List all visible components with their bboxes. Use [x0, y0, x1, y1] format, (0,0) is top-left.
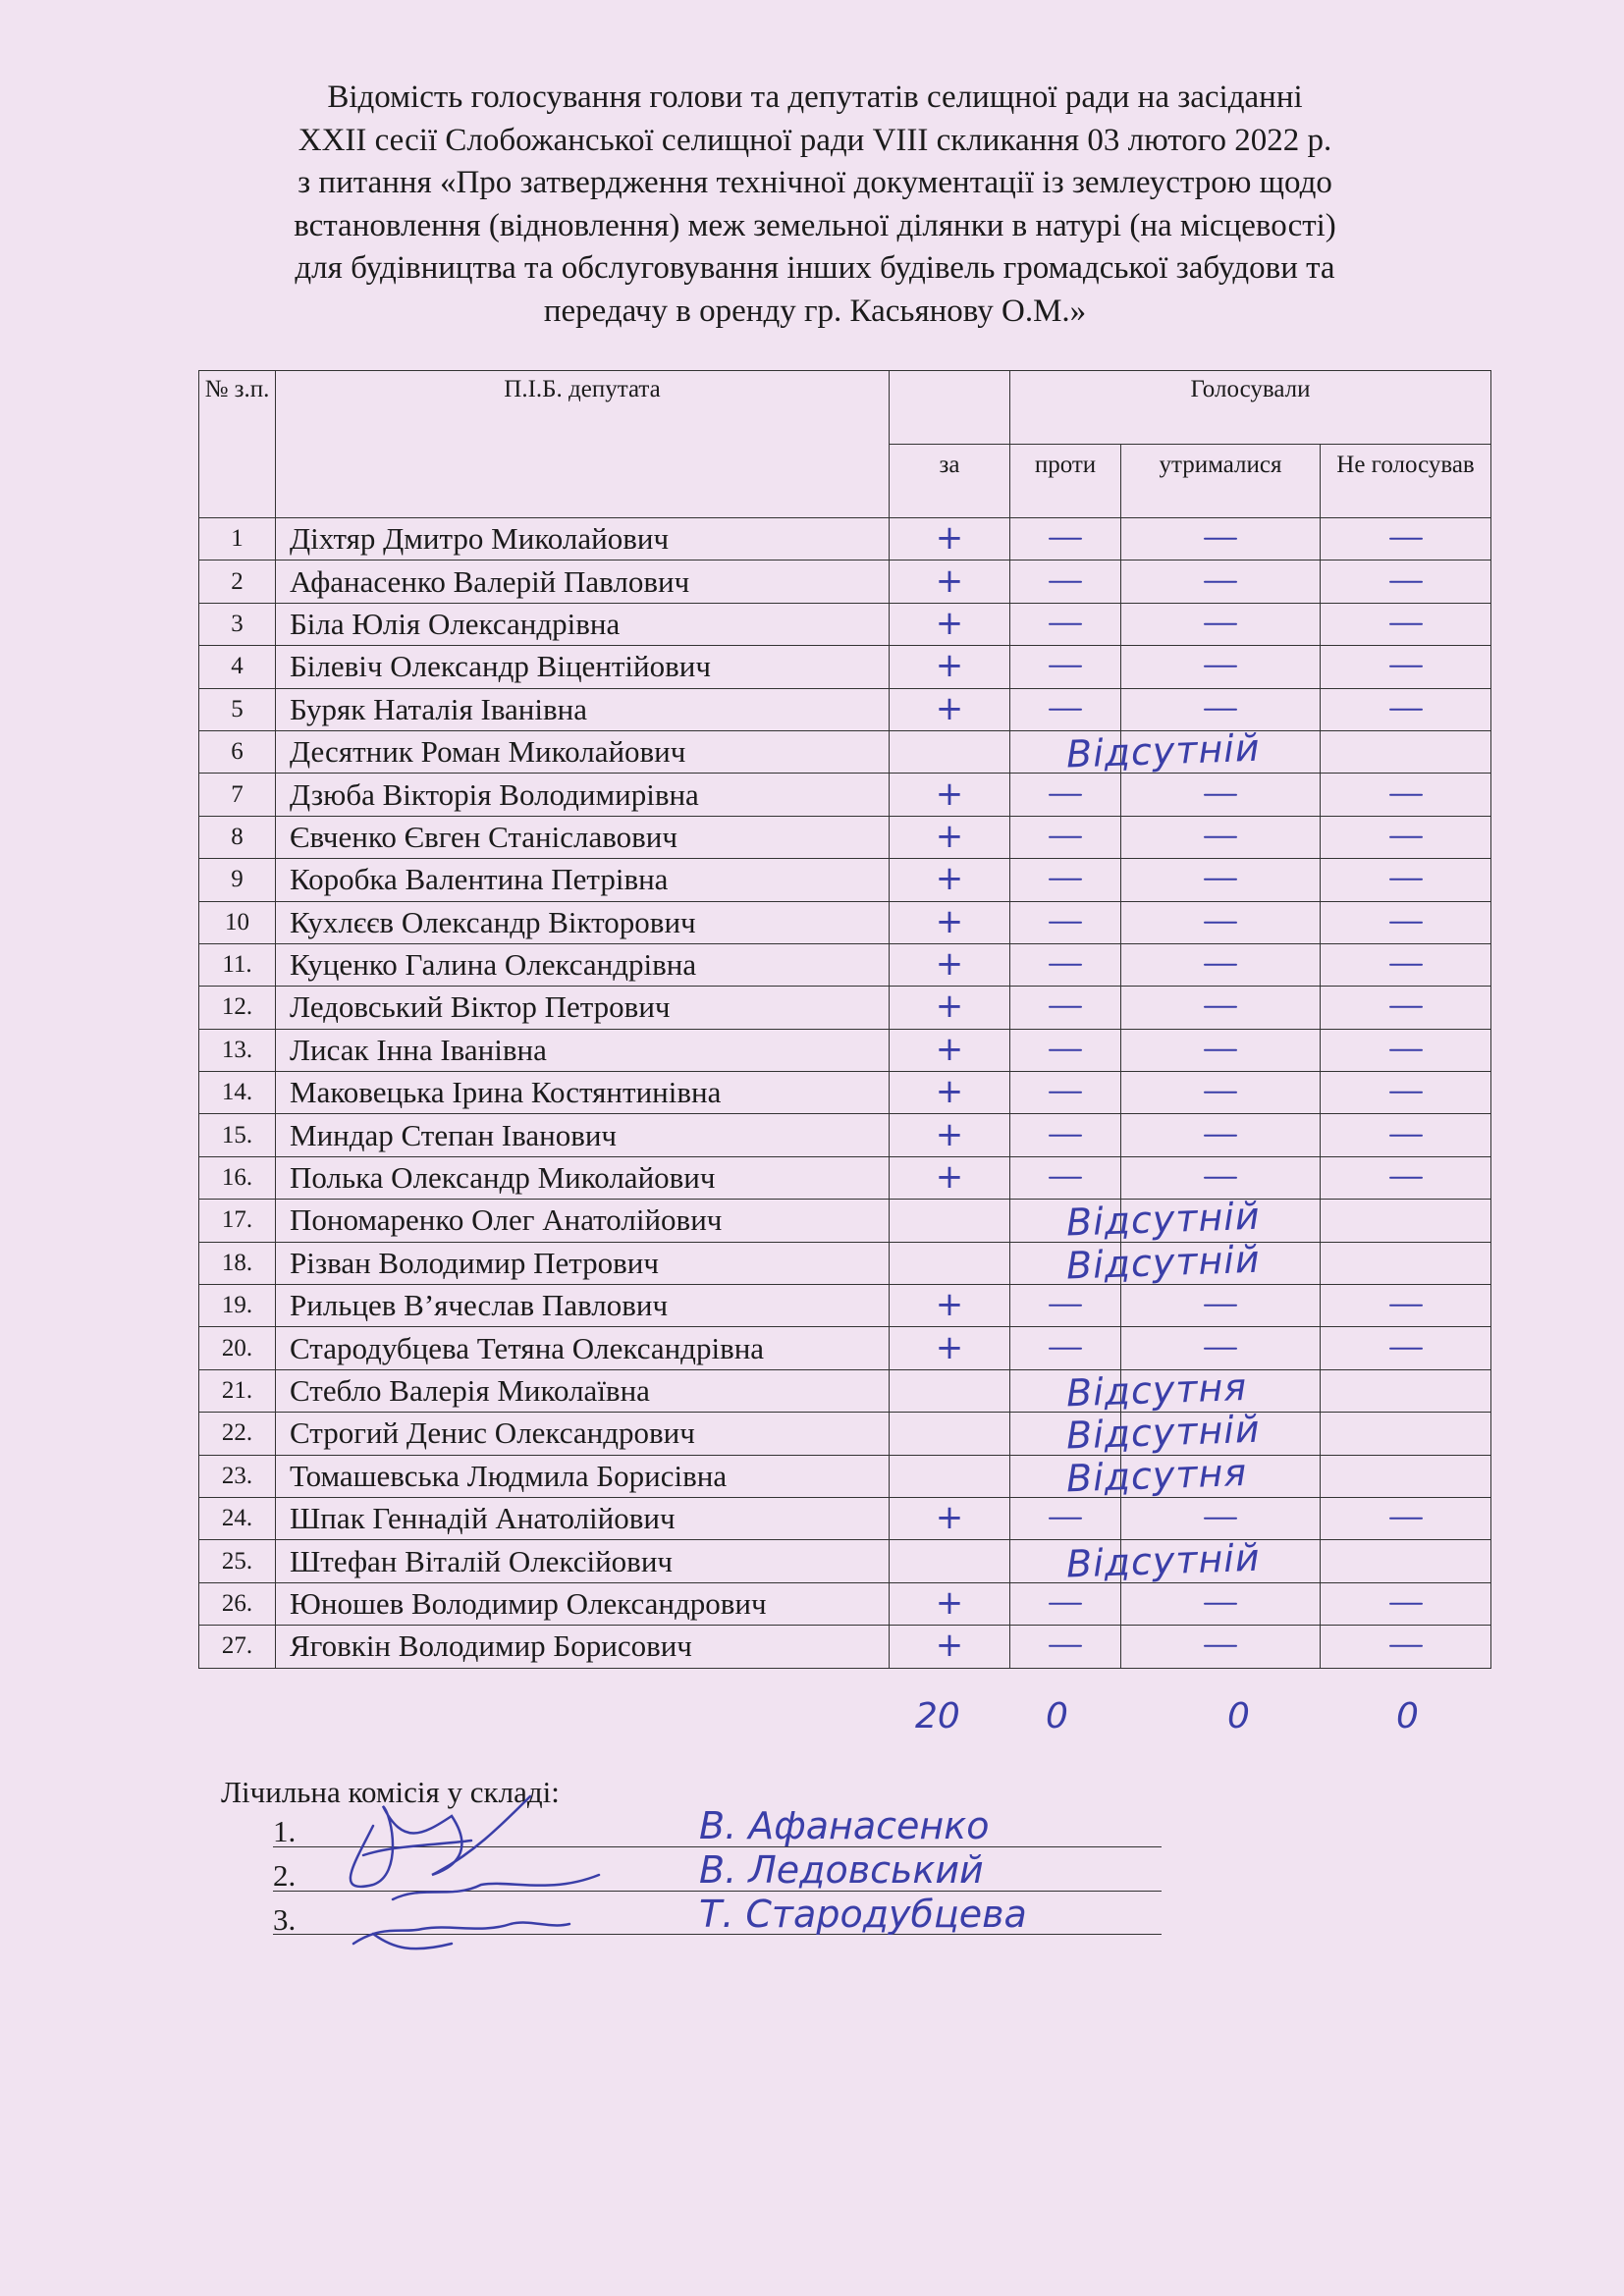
member-name: В. Афанасенко: [699, 1804, 990, 1847]
table-row: [199, 1327, 1491, 1369]
absent-note: Відсутній: [1065, 1535, 1262, 1586]
dash-mark: [1389, 921, 1423, 923]
title-line: Відомість голосування голови та депутатів селищної ради на засіданні: [327, 80, 1303, 115]
vote-not-voted-cell: [1321, 987, 1491, 1029]
dash-mark: [1389, 580, 1423, 582]
title-line: з питання «Про затвердження технічної документації із землеустрою щодо: [298, 165, 1332, 200]
row-number: 10: [199, 901, 276, 943]
row-number: 14.: [199, 1072, 276, 1114]
dash-mark: [1389, 793, 1423, 795]
member-number: 1.: [273, 1814, 297, 1848]
vote-abstained-cell: [1121, 1582, 1321, 1625]
dash-mark: [1049, 1347, 1082, 1349]
dash-mark: [1204, 666, 1237, 667]
vote-not-voted-cell: [1321, 646, 1491, 688]
vote-abstained-cell: [1121, 987, 1321, 1029]
dash-mark: [1389, 666, 1423, 667]
row-number: 2: [199, 561, 276, 603]
dash-mark: [1389, 1347, 1423, 1349]
member-number: 2.: [273, 1858, 297, 1893]
table-row: [199, 730, 1491, 773]
vote-not-voted-cell: [1321, 561, 1491, 603]
row-number: 20.: [199, 1327, 276, 1369]
vote-for-cell: [890, 1156, 1010, 1199]
deputy-name: Біла Юлія Олександрівна: [276, 603, 890, 645]
vote-for-cell: [890, 518, 1010, 561]
vote-abstained-cell: [1121, 561, 1321, 603]
vote-abstained-cell: [1121, 1114, 1321, 1156]
dash-mark: [1049, 964, 1082, 966]
member-name: Т. Стародубцева: [699, 1893, 1027, 1936]
row-number: 21.: [199, 1369, 276, 1412]
table-row: [199, 518, 1491, 561]
vote-against-cell: [1010, 943, 1121, 986]
vote-not-voted-cell: [1321, 943, 1491, 986]
dash-mark: [1204, 580, 1237, 582]
dash-mark: [1389, 1049, 1423, 1051]
dash-mark: [1389, 836, 1423, 838]
table-row: [199, 1029, 1491, 1071]
deputy-name: Яговкін Володимир Борисович: [276, 1626, 890, 1668]
vote-against-cell: [1010, 774, 1121, 816]
vote-not-voted-cell: [1321, 730, 1491, 773]
vote-not-voted-cell: [1321, 1285, 1491, 1327]
total-for: 20: [915, 1696, 960, 1736]
deputy-name: Різван Володимир Петрович: [276, 1242, 890, 1284]
deputy-name: Діхтяр Дмитро Миколайович: [276, 518, 890, 561]
deputy-name: Штефан Віталій Олексійович: [276, 1540, 890, 1582]
dash-mark: [1049, 1006, 1082, 1008]
absent-note: Відсутня: [1065, 1450, 1248, 1501]
vote-not-voted-cell: [1321, 688, 1491, 730]
row-number: 18.: [199, 1242, 276, 1284]
vote-for-cell: [890, 901, 1010, 943]
vote-for-cell: [890, 1497, 1010, 1539]
title-line: для будівництва та обслуговування інших будівель громадської забудови та: [295, 250, 1335, 286]
vote-against-cell: [1010, 1327, 1121, 1369]
vote-against-cell: [1010, 859, 1121, 901]
vote-for-cell: [890, 774, 1010, 816]
vote-for-cell: [890, 1535, 1262, 1586]
vote-abstained-cell: [1121, 774, 1321, 816]
dash-mark: [1049, 1305, 1082, 1307]
row-number: 4: [199, 646, 276, 688]
row-number: 26.: [199, 1582, 276, 1625]
dash-mark: [1204, 793, 1237, 795]
vote-not-voted-cell: [1321, 1242, 1491, 1284]
vote-against-cell: [1010, 603, 1121, 645]
vote-for-cell: [890, 1327, 1010, 1369]
vote-against-cell: [1010, 1626, 1121, 1668]
vote-against-cell: [1010, 646, 1121, 688]
vote-abstained-cell: [1121, 1029, 1321, 1071]
absent-note: Відсутній: [1065, 725, 1262, 776]
title-line: встановлення (відновлення) меж земельної ділянки в натурі (на місцевості): [294, 207, 1336, 243]
header-name: П.І.Б. депутата: [276, 371, 890, 518]
dash-mark: [1204, 1049, 1237, 1051]
dash-mark: [1389, 964, 1423, 966]
table-row: [199, 561, 1491, 603]
vote-for-cell: [890, 1029, 1010, 1071]
dash-mark: [1204, 1645, 1237, 1647]
dash-mark: [1049, 921, 1082, 923]
vote-abstained-cell: [1121, 646, 1321, 688]
vote-against-cell: [1010, 987, 1121, 1029]
plus-mark: +: [935, 518, 964, 559]
vote-not-voted-cell: [1321, 1156, 1491, 1199]
plus-mark: +: [935, 901, 964, 941]
vote-against-cell: [1010, 561, 1121, 603]
plus-mark: +: [935, 561, 964, 601]
vote-for-cell: [890, 1582, 1010, 1625]
vote-against-cell: [1010, 518, 1121, 561]
dash-mark: [1204, 708, 1237, 710]
vote-against-cell: [1010, 688, 1121, 730]
dash-mark: [1049, 708, 1082, 710]
table-row: [199, 1114, 1491, 1156]
dash-mark: [1049, 1603, 1082, 1605]
dash-mark: [1049, 1518, 1082, 1520]
dash-mark: [1204, 1603, 1237, 1605]
table-row: [199, 774, 1491, 816]
vote-for-cell: [890, 1114, 1010, 1156]
dash-mark: [1204, 1305, 1237, 1307]
header-for: за: [890, 445, 1010, 518]
row-number: 23.: [199, 1455, 276, 1497]
table-body: [199, 518, 1491, 1669]
deputy-name: Полька Олександр Миколайович: [276, 1156, 890, 1199]
vote-against-cell: [1010, 1582, 1121, 1625]
deputy-name: Миндар Степан Іванович: [276, 1114, 890, 1156]
header-not-voted: Не голосував: [1321, 445, 1491, 518]
dash-mark: [1389, 1603, 1423, 1605]
header-num: № з.п.: [199, 371, 276, 518]
total-against: 0: [1046, 1696, 1068, 1736]
row-number: 16.: [199, 1156, 276, 1199]
row-number: 6: [199, 730, 276, 773]
vote-against-cell: [1010, 1497, 1121, 1539]
table-row: [199, 1156, 1491, 1199]
vote-for-cell: [890, 816, 1010, 858]
deputy-name: Стебло Валерія Миколаївна: [276, 1369, 890, 1412]
vote-abstained-cell: [1121, 1327, 1321, 1369]
deputy-name: Пономаренко Олег Анатолійович: [276, 1200, 890, 1242]
row-number: 1: [199, 518, 276, 561]
vote-not-voted-cell: [1321, 774, 1491, 816]
dash-mark: [1049, 538, 1082, 540]
table-row: [199, 688, 1491, 730]
vote-for-cell: [890, 859, 1010, 901]
vote-not-voted-cell: [1321, 1626, 1491, 1668]
vote-for-cell: [890, 561, 1010, 603]
dash-mark: [1204, 1177, 1237, 1179]
absent-note: Відсутня: [1065, 1364, 1248, 1415]
table-row: [199, 1369, 1491, 1412]
dash-mark: [1389, 1177, 1423, 1179]
dash-mark: [1049, 1092, 1082, 1094]
vote-abstained-cell: [1121, 1156, 1321, 1199]
dash-mark: [1204, 1006, 1237, 1008]
row-number: 19.: [199, 1285, 276, 1327]
row-number: 15.: [199, 1114, 276, 1156]
dash-mark: [1204, 1518, 1237, 1520]
table-row: [199, 901, 1491, 943]
dash-mark: [1389, 1645, 1423, 1647]
vote-for-cell: [890, 1195, 1262, 1245]
dash-mark: [1049, 1134, 1082, 1136]
header-voted: Голосували: [1010, 371, 1491, 445]
plus-mark: +: [935, 1327, 964, 1367]
table-row: [199, 859, 1491, 901]
deputy-name: Афанасенко Валерій Павлович: [276, 561, 890, 603]
row-number: 8: [199, 816, 276, 858]
vote-for-cell: [890, 1364, 1248, 1415]
vote-abstained-cell: [1121, 603, 1321, 645]
plus-mark: +: [935, 774, 964, 814]
dash-mark: [1204, 964, 1237, 966]
row-number: 24.: [199, 1497, 276, 1539]
deputy-name: Лисак Інна Іванівна: [276, 1029, 890, 1071]
vote-against-cell: [1010, 816, 1121, 858]
plus-mark: +: [935, 987, 964, 1027]
plus-mark: +: [935, 944, 964, 985]
plus-mark: +: [935, 688, 964, 728]
plus-mark: +: [935, 1072, 964, 1112]
vote-against-cell: [1010, 1114, 1121, 1156]
dash-mark: [1204, 1092, 1237, 1094]
deputy-name: Рильцев В’ячеслав Павлович: [276, 1285, 890, 1327]
row-number: 22.: [199, 1413, 276, 1455]
vote-not-voted-cell: [1321, 1029, 1491, 1071]
vote-abstained-cell: [1121, 859, 1321, 901]
table-row: [199, 1413, 1491, 1455]
deputy-name: Маковецька Ірина Костянтинівна: [276, 1072, 890, 1114]
member-number: 3.: [273, 1902, 297, 1937]
plus-mark: +: [935, 1498, 964, 1538]
dash-mark: [1049, 836, 1082, 838]
vote-not-voted-cell: [1321, 1200, 1491, 1242]
deputy-name: Євченко Євген Станіславович: [276, 816, 890, 858]
row-number: 7: [199, 774, 276, 816]
title-line: передачу в оренду гр. Касьянову О.М.»: [543, 293, 1087, 329]
vote-abstained-cell: [1121, 901, 1321, 943]
total-abstained: 0: [1227, 1696, 1250, 1736]
table-row: [199, 1455, 1491, 1497]
vote-not-voted-cell: [1321, 1327, 1491, 1369]
vote-not-voted-cell: [1321, 1072, 1491, 1114]
vote-abstained-cell: [1121, 943, 1321, 986]
vote-abstained-cell: [1121, 1285, 1321, 1327]
table-row: [199, 1497, 1491, 1539]
row-number: 25.: [199, 1540, 276, 1582]
vote-against-cell: [1010, 1156, 1121, 1199]
plus-mark: +: [935, 1157, 964, 1198]
vote-not-voted-cell: [1321, 816, 1491, 858]
plus-mark: +: [935, 646, 964, 686]
vote-for-cell: [890, 943, 1010, 986]
dash-mark: [1204, 836, 1237, 838]
plus-mark: +: [935, 1626, 964, 1666]
vote-abstained-cell: [1121, 1072, 1321, 1114]
vote-for-cell: [890, 1408, 1262, 1458]
deputy-name: Десятник Роман Миколайович: [276, 730, 890, 773]
vote-not-voted-cell: [1321, 901, 1491, 943]
vote-for-cell: [890, 1626, 1010, 1668]
dash-mark: [1389, 1134, 1423, 1136]
absent-note: Відсутній: [1065, 1195, 1262, 1245]
deputy-name: Томашевська Людмила Борисівна: [276, 1455, 890, 1497]
table-row: [199, 987, 1491, 1029]
deputy-name: Буряк Наталія Іванівна: [276, 688, 890, 730]
dash-mark: [1204, 1347, 1237, 1349]
vote-not-voted-cell: [1321, 1114, 1491, 1156]
vote-not-voted-cell: [1321, 1369, 1491, 1412]
table-row: [199, 943, 1491, 986]
deputy-name: Білевіч Олександр Віцентійович: [276, 646, 890, 688]
vote-for-cell: [890, 646, 1010, 688]
dash-mark: [1049, 1645, 1082, 1647]
row-number: 3: [199, 603, 276, 645]
deputy-name: Дзюба Вікторія Володимирівна: [276, 774, 890, 816]
plus-mark: +: [935, 859, 964, 899]
vote-for-cell: [890, 987, 1010, 1029]
vote-not-voted-cell: [1321, 859, 1491, 901]
vote-not-voted-cell: [1321, 1582, 1491, 1625]
row-number: 5: [199, 688, 276, 730]
table-row: [199, 1072, 1491, 1114]
dash-mark: [1049, 580, 1082, 582]
member-name: В. Ледовський: [699, 1848, 984, 1892]
vote-abstained-cell: [1121, 688, 1321, 730]
vote-not-voted-cell: [1321, 1413, 1491, 1455]
dash-mark: [1204, 1134, 1237, 1136]
row-number: 17.: [199, 1200, 276, 1242]
dash-mark: [1389, 879, 1423, 881]
row-number: 27.: [199, 1626, 276, 1668]
deputy-name: Кухлєєв Олександр Вікторович: [276, 901, 890, 943]
dash-mark: [1389, 538, 1423, 540]
dash-mark: [1389, 708, 1423, 710]
dash-mark: [1049, 793, 1082, 795]
deputy-name: Куценко Галина Олександрівна: [276, 943, 890, 986]
vote-not-voted-cell: [1321, 518, 1491, 561]
total-not-voted: 0: [1396, 1696, 1419, 1736]
deputy-name: Коробка Валентина Петрівна: [276, 859, 890, 901]
vote-for-cell: [890, 1450, 1248, 1501]
vote-not-voted-cell: [1321, 603, 1491, 645]
vote-abstained-cell: [1121, 1626, 1321, 1668]
dash-mark: [1049, 623, 1082, 625]
dash-mark: [1049, 1177, 1082, 1179]
deputy-name: Стародубцева Тетяна Олександрівна: [276, 1327, 890, 1369]
table-row: [199, 1285, 1491, 1327]
vote-abstained-cell: [1121, 518, 1321, 561]
dash-mark: [1204, 879, 1237, 881]
vote-not-voted-cell: [1321, 1497, 1491, 1539]
vote-against-cell: [1010, 901, 1121, 943]
vote-against-cell: [1010, 1029, 1121, 1071]
dash-mark: [1389, 1092, 1423, 1094]
vote-not-voted-cell: [1321, 1455, 1491, 1497]
vote-for-cell: [890, 1285, 1010, 1327]
dash-mark: [1204, 921, 1237, 923]
deputy-name: Шпак Геннадій Анатолійович: [276, 1497, 890, 1539]
voting-table: [198, 370, 1491, 1669]
table-row: [199, 646, 1491, 688]
vote-for-cell: [890, 1237, 1262, 1288]
plus-mark: +: [935, 817, 964, 857]
table-row: [199, 1540, 1491, 1582]
dash-mark: [1204, 538, 1237, 540]
deputy-name: Ледовський Віктор Петрович: [276, 987, 890, 1029]
dash-mark: [1204, 623, 1237, 625]
document-title: [196, 77, 1434, 333]
vote-abstained-cell: [1121, 816, 1321, 858]
dash-mark: [1389, 1006, 1423, 1008]
plus-mark: +: [935, 1583, 964, 1624]
vote-not-voted-cell: [1321, 1540, 1491, 1582]
dash-mark: [1049, 879, 1082, 881]
vote-for-cell: [890, 688, 1010, 730]
vote-for-cell: [890, 1072, 1010, 1114]
vote-abstained-cell: [1121, 1497, 1321, 1539]
table-row: [199, 1200, 1491, 1242]
row-number: 9: [199, 859, 276, 901]
commission-label: Лічильна комісія у складі:: [221, 1775, 560, 1809]
deputy-name: Строгий Денис Олександрович: [276, 1413, 890, 1455]
dash-mark: [1049, 666, 1082, 667]
plus-mark: +: [935, 1285, 964, 1325]
table-row: [199, 816, 1491, 858]
title-line: XXII сесії Слобожанської селищної ради VIII скликання 03 лютого 2022 р.: [298, 122, 1332, 158]
handwritten-signature: [314, 1787, 687, 1963]
vote-against-cell: [1010, 1072, 1121, 1114]
vote-for-cell: [890, 725, 1262, 776]
row-number: 13.: [199, 1029, 276, 1071]
table-row: [199, 1582, 1491, 1625]
header-empty: [890, 371, 1010, 445]
absent-note: Відсутній: [1065, 1237, 1262, 1288]
table-row: [199, 603, 1491, 645]
plus-mark: +: [935, 1114, 964, 1154]
vote-against-cell: [1010, 1285, 1121, 1327]
dash-mark: [1389, 1305, 1423, 1307]
absent-note: Відсутній: [1065, 1408, 1262, 1458]
header-abstained: утрималися: [1121, 445, 1321, 518]
row-number: 11.: [199, 943, 276, 986]
dash-mark: [1389, 623, 1423, 625]
table-row: [199, 1626, 1491, 1668]
deputy-name: Юношев Володимир Олександрович: [276, 1582, 890, 1625]
header-against: проти: [1010, 445, 1121, 518]
plus-mark: +: [935, 1030, 964, 1070]
plus-mark: +: [935, 604, 964, 644]
table-row: [199, 1242, 1491, 1284]
dash-mark: [1049, 1049, 1082, 1051]
row-number: 12.: [199, 987, 276, 1029]
dash-mark: [1389, 1518, 1423, 1520]
vote-for-cell: [890, 603, 1010, 645]
